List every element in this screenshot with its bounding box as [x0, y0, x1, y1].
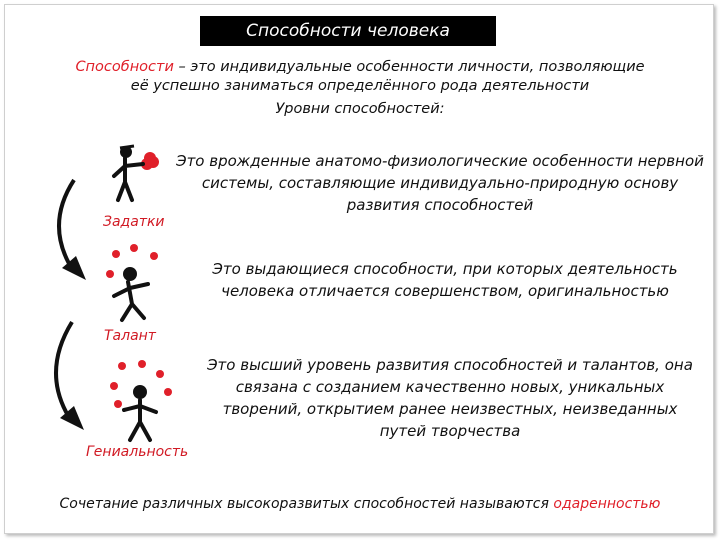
juggler-figure-icon [108, 142, 168, 212]
curved-arrow-icon [38, 318, 108, 438]
level-description-genius: Это высший уровень развития способностей и талантов, она связана с созданием качественно новых, уникальных творений, открытием ранее неизвестных, неизведанных путей творчества [207, 356, 693, 440]
level-label-zadatki: Задатки [103, 214, 165, 230]
level-label-talent: Талант [104, 328, 156, 344]
curved-arrow-icon [40, 176, 110, 286]
footer-text: Сочетание различных высокоразвитых способностей называются [59, 496, 554, 512]
juggler-figure-icon [108, 360, 174, 444]
level-label-genius: Гениальность [86, 444, 189, 460]
definition [8, 58, 712, 96]
level-description-zadatki: Это врожденные анатомо-физиологические особенности нервной системы, составляющие индивидуально-природную основу развития способностей [176, 152, 704, 214]
definition-term: Способности [75, 59, 174, 75]
footer [10, 496, 710, 512]
level-description-talent: Это выдающиеся способности, при которых деятельность человека отличается совершенством, оригинальностью [212, 260, 678, 300]
definition-text-1: – это индивидуальные особенности личности, позволяющие [173, 59, 645, 75]
juggler-figure-icon [104, 244, 168, 324]
definition-text-2: её успешно заниматься определённого рода деятельности [130, 78, 590, 94]
slide-title: Способности человека [200, 16, 496, 46]
levels-heading: Уровни способностей: [275, 101, 445, 117]
footer-highlight: одаренностью [553, 496, 661, 512]
